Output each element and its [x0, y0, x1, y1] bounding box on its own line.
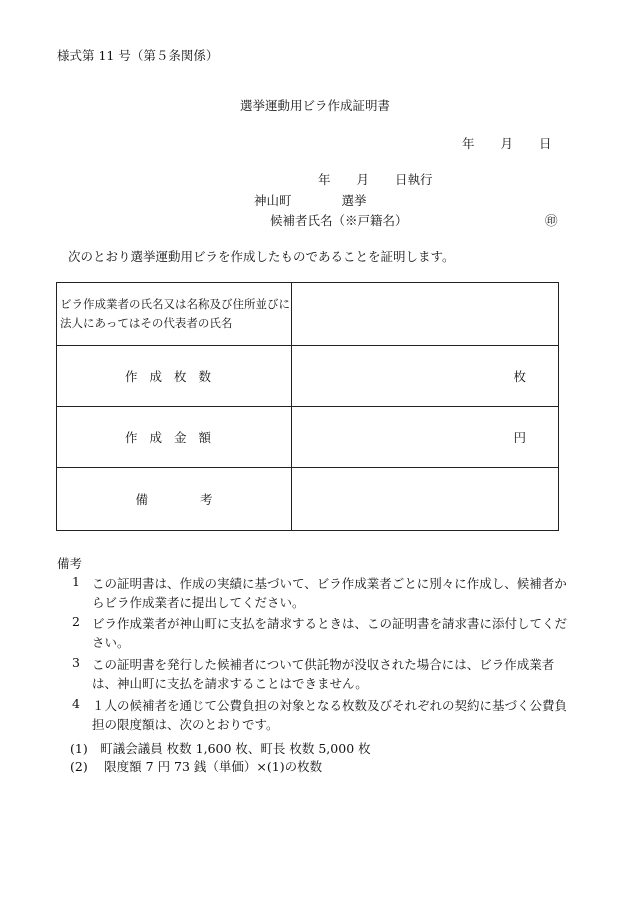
table-row [57, 346, 559, 407]
table-row [57, 468, 559, 531]
note-text: この証明書は、作成の実績に基づいて、ビラ作成業者ごとに別々に作成し、候補者からビラ作成業者に提出してください。 [92, 576, 567, 610]
amount-label: 作成金額 [57, 407, 292, 468]
table-row [57, 407, 559, 468]
amount-field[interactable] [292, 407, 559, 468]
printer-name-field[interactable] [292, 283, 559, 346]
quantity-unit: 枚 [513, 369, 526, 384]
certificate-table [56, 282, 559, 531]
note-number: 3 [72, 655, 80, 670]
note-number: 1 [72, 574, 80, 589]
quantity-label: 作成枚数 [57, 346, 292, 407]
printer-name-label: ビラ作成業者の氏名又は名称及び住所並びに法人にあってはその代表者の氏名 [57, 283, 292, 346]
amount-unit: 円 [513, 430, 526, 445]
certification-statement: 次のとおり選挙運動用ビラを作成したものであることを証明します。 [68, 249, 455, 264]
note-number: 4 [72, 696, 80, 711]
seal-mark: ㊞ [545, 213, 558, 228]
remarks-field[interactable] [292, 468, 559, 531]
quantity-field[interactable] [292, 346, 559, 407]
note-sub-item: (2) 限度額 7 円 73 銭（単価）×(1)の枚数 [70, 759, 323, 774]
note-number: 2 [72, 614, 80, 629]
note-text: １人の候補者を通じて公費負担の対象となる枚数及びそれぞれの契約に基づく公費負担の限度額は、次のとおりです。 [92, 698, 568, 732]
note-text: ビラ作成業者が神山町に支払を請求するときは、この証明書を請求書に添付してください。 [92, 616, 568, 650]
remarks-label: 備 考 [57, 468, 292, 531]
document-title: 選挙運動用ビラ作成証明書 [239, 98, 390, 113]
note-text: この証明書を発行した候補者について供託物が没収された場合には、ビラ作成業者は、神山町に支払を請求することはできません。 [92, 657, 555, 691]
candidate-name-label: 候補者氏名（※戸籍名） [270, 213, 408, 228]
note-sub-item: (1) 町議会議員 枚数 1,600 枚、町長 枚数 5,000 枚 [70, 741, 371, 756]
notes-heading: 備考 [57, 556, 83, 571]
document-date: 年 月 日 [462, 136, 552, 151]
election-name: 神山町 選挙 [254, 193, 367, 208]
form-number: 様式第 11 号（第５条関係） [57, 48, 219, 63]
table-row [57, 283, 559, 346]
election-execution-date: 年 月 日執行 [318, 172, 433, 187]
